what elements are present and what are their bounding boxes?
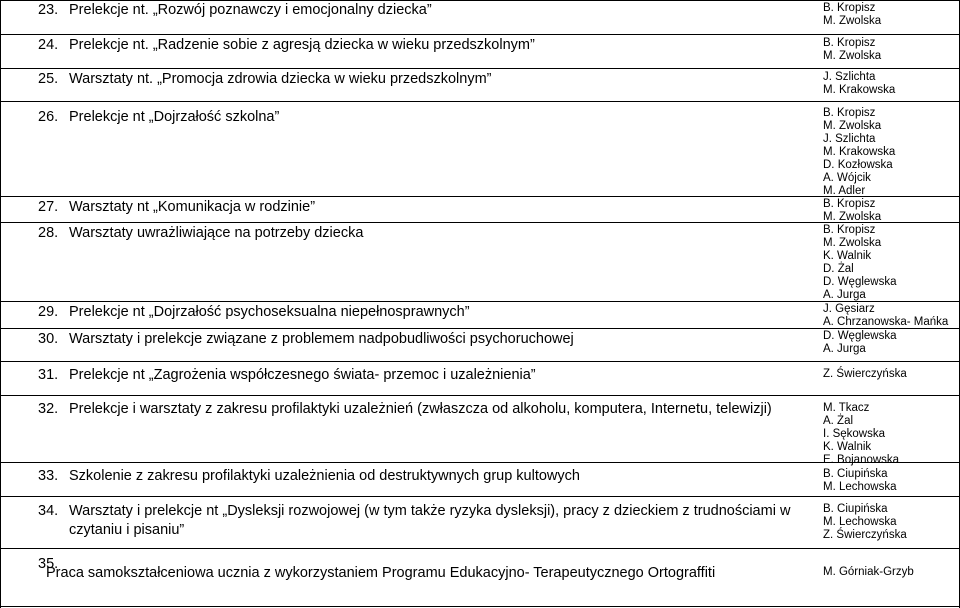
row-people — [823, 468, 897, 494]
person-name: M. Lechowska — [823, 516, 897, 528]
row-title: Warsztaty uwrażliwiające na potrzeby dziecka — [69, 225, 364, 241]
row-people — [823, 198, 881, 224]
row-people — [823, 224, 897, 302]
person-name: Z. Świerczyńska — [823, 368, 907, 380]
person-name: A. Jurga — [823, 343, 866, 355]
person-name: B. Kropisz — [823, 224, 876, 236]
person-name: B. Kropisz — [823, 198, 876, 210]
row-title: Prelekcje nt. „Radzenie sobie z agresją dziecka w wieku przedszkolnym” — [69, 37, 535, 53]
row-number: 31. — [38, 367, 59, 383]
row-people — [823, 330, 897, 356]
person-name: A. Chrzanowska- Mańka — [823, 316, 949, 328]
person-name: B. Ciupińska — [823, 503, 888, 515]
row-number: 28. — [38, 225, 59, 241]
row-title: Warsztaty i prelekcje nt „Dysleksji rozwojowej (w tym także ryzyka dysleksji), pracy z dzieckiem z trudnościami w czytaniu i pisaniu” — [69, 503, 791, 538]
person-name: M. Krakowska — [823, 84, 896, 96]
person-name: M. Zwolska — [823, 15, 882, 27]
row-title: Praca samokształceniowa ucznia z wykorzystaniem Programu Edukacyjno- Terapeutycznego Ortograffiti — [46, 565, 716, 581]
row-title: Warsztaty i prelekcje związane z problemem nadpobudliwości psychoruchowej — [69, 331, 574, 347]
row-number: 30. — [38, 331, 59, 347]
person-name: E. Bojanowska — [823, 454, 900, 466]
row-title: Warsztaty nt „Komunikacja w rodzinie” — [69, 199, 316, 215]
person-name: D. Węglewska — [823, 330, 897, 342]
row-number: 24. — [38, 37, 59, 53]
person-name: A. Jurga — [823, 289, 866, 301]
row-people — [823, 303, 948, 329]
person-name: M. Zwolska — [823, 211, 882, 223]
person-name: M. Lechowska — [823, 481, 897, 493]
person-name: K. Walnik — [823, 441, 872, 453]
row-number: 23. — [38, 2, 59, 18]
row-number: 34. — [38, 503, 59, 519]
row-number: 29. — [38, 304, 59, 320]
person-name: B. Kropisz — [823, 37, 876, 49]
person-name: M. Zwolska — [823, 120, 882, 132]
person-name: D. Węglewska — [823, 276, 897, 288]
row-people — [823, 71, 895, 97]
person-name: M. Górniak-Grzyb — [823, 566, 914, 578]
row-people — [823, 2, 881, 28]
person-name: A. Żal — [823, 415, 854, 427]
person-name: M. Adler — [823, 185, 866, 197]
person-name: J. Gęsiarz — [823, 303, 875, 315]
person-name: B. Kropisz — [823, 2, 876, 14]
person-name: B. Kropisz — [823, 107, 876, 119]
person-name: A. Wójcik — [823, 172, 871, 184]
row-title: Prelekcje nt „Dojrzałość psychoseksualna niepełnosprawnych” — [69, 304, 470, 320]
row-number: 32. — [38, 401, 59, 417]
person-name: D. Kozłowska — [823, 159, 893, 171]
person-name: M. Zwolska — [823, 237, 882, 249]
person-name: B. Ciupińska — [823, 468, 888, 480]
row-number: 35. — [38, 556, 59, 572]
row-number: 26. — [38, 109, 59, 125]
row-number: 25. — [38, 71, 59, 87]
person-name: K. Walnik — [823, 250, 872, 262]
person-name: M. Zwolska — [823, 50, 882, 62]
person-name: J. Szlichta — [823, 133, 876, 145]
person-name: J. Szlichta — [823, 71, 876, 83]
person-name: Z. Świerczyńska — [823, 529, 907, 541]
row-title: Warsztaty nt. „Promocja zdrowia dziecka w wieku przedszkolnym” — [69, 71, 492, 87]
person-name: I. Sękowska — [823, 428, 885, 440]
row-title: Prelekcje nt „Zagrożenia współczesnego świata- przemoc i uzależnienia” — [69, 367, 536, 383]
row-people — [823, 402, 899, 467]
person-name: D. Żal — [823, 263, 854, 275]
row-title: Prelekcje i warsztaty z zakresu profilaktyki uzależnień (zwłaszcza od alkoholu, komputera, Internetu, telewizji) — [69, 401, 772, 417]
row-number: 33. — [38, 468, 59, 484]
row-number: 27. — [38, 199, 59, 215]
row-people — [823, 503, 907, 542]
row-title: Szkolenie z zakresu profilaktyki uzależnienia od destruktywnych grup kultowych — [69, 468, 580, 484]
row-title: Prelekcje nt „Dojrzałość szkolna” — [69, 109, 280, 125]
person-name: M. Krakowska — [823, 146, 896, 158]
row-people — [823, 37, 881, 63]
person-name: M. Tkacz — [823, 402, 870, 414]
row-people — [823, 107, 895, 198]
row-people — [823, 368, 907, 381]
row-title: Prelekcje nt. „Rozwój poznawczy i emocjonalny dziecka” — [69, 2, 432, 18]
row-people — [823, 566, 914, 579]
